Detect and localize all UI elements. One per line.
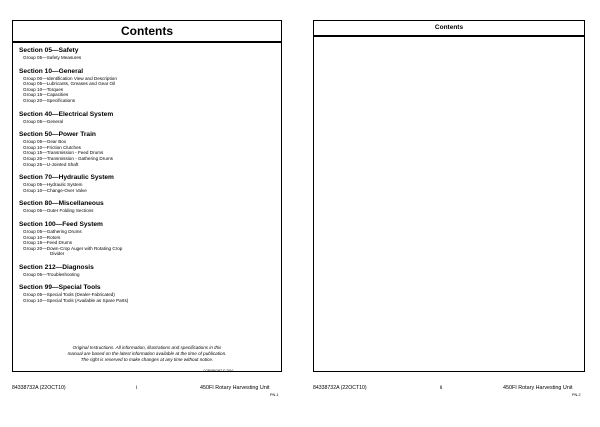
group-entry: Group 15—Capacities (23, 92, 69, 98)
toc-section (19, 221, 274, 257)
section-title: Section 70—Hydraulic System (19, 174, 114, 182)
group-entry: Group 15—Feed Drums (23, 240, 73, 246)
group-entry: Group 05—Outer Folding Sections (23, 208, 94, 214)
group-entry: Group 05—Hydraulic System (23, 182, 83, 188)
toc-section (19, 131, 274, 167)
section-title: Section 10—General (19, 67, 84, 75)
document-id: 84338732A (22OCT10) (313, 385, 367, 391)
original-instructions-notice (47, 345, 247, 362)
section-title: Section 100—Feed System (19, 220, 103, 228)
group-entry: Group 05—Lubricants, Greases and Gear Oil (23, 81, 116, 87)
copyright-notice: COPYRIGHT © 2010 (203, 369, 234, 373)
contents-title-box (12, 20, 282, 42)
table-of-contents (19, 47, 274, 311)
model-name: 450FI Rotary Harvesting Unit (503, 385, 573, 391)
section-title: Section 80—Miscellaneous (19, 200, 104, 208)
right-page (300, 0, 600, 427)
group-entry: Group 25—U-Jointed Shaft (23, 161, 79, 167)
document-id: 84338732A (22OCT10) (12, 385, 66, 391)
group-entry: Group 10—Friction Clutches (23, 144, 81, 150)
group-entry: Group 05—Gear Box (23, 139, 67, 145)
group-entry: Group 20—Transmission - Gathering Drums (23, 155, 113, 161)
page-code: PN-2 (572, 393, 581, 397)
group-entry: Group 10—Rotors (23, 234, 61, 240)
page-number: ii (440, 385, 443, 391)
group-entry: Group 00—Identification View and Description (23, 75, 117, 81)
notice-line: The right is reserved to make changes at any time without notice. (80, 356, 214, 362)
model-name: 450FI Rotary Harvesting Unit (200, 385, 270, 391)
group-entry: Group 15—Transmission - Feed Drums (23, 150, 104, 156)
group-entry: Group 05—General (23, 118, 64, 124)
toc-section (19, 111, 274, 125)
section-title: Section 99—Special Tools (19, 284, 101, 292)
group-entry: Group 05—Safety Measures (23, 55, 82, 60)
toc-section (19, 174, 274, 193)
page-title: Contents (121, 24, 173, 38)
section-title: Section 05—Safety (19, 47, 79, 54)
group-entry: Group 10—Change-Over Valve (23, 187, 87, 193)
group-entry: Group 20—Specifications (23, 97, 76, 103)
toc-section (19, 68, 274, 104)
section-title: Section 212—Diagnosis (19, 263, 94, 271)
group-entry: Divider (50, 251, 65, 257)
toc-section (19, 47, 274, 61)
toc-section (19, 284, 274, 303)
page-code: PN-1 (270, 393, 279, 397)
section-title: Section 40—Electrical System (19, 110, 114, 118)
toc-section (19, 264, 274, 278)
notice-line: manual are based on the latest information available at the time of publication. (67, 350, 227, 356)
notice-line: Original Instructions. All information, illustrations and specifications in this (72, 345, 222, 350)
group-entry: Group 10—Special Tools (Available as Spare Parts) (23, 298, 129, 304)
contents-box (313, 36, 585, 372)
page-title: Contents (434, 24, 464, 31)
contents-title-box (313, 20, 585, 36)
group-entry: Group 05—Gathering Drums (23, 228, 82, 234)
group-entry: Group 05—Troubleshooting (23, 271, 80, 277)
page-number: i (136, 385, 138, 391)
group-entry: Group 10—Torques (23, 86, 64, 92)
toc-section (19, 200, 274, 214)
group-entry: Group 20—Down-Crop Auger with Rotating Crop (23, 245, 123, 251)
group-entry: Group 05—Special Tools (Dealer-Fabricated) (23, 292, 115, 298)
section-title: Section 50—Power Train (19, 131, 96, 139)
contents-box (12, 42, 282, 372)
